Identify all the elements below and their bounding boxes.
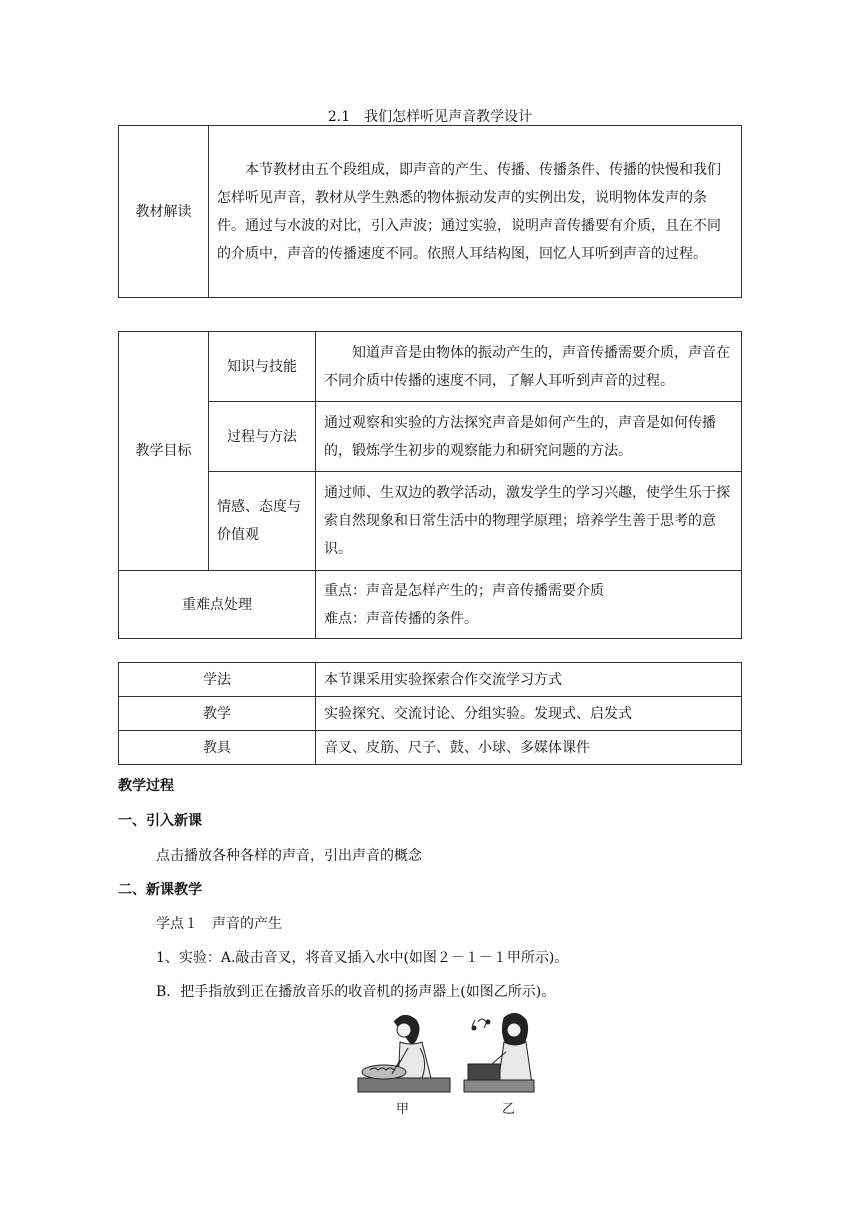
- teaching-goals-label: 教学目标: [119, 332, 209, 571]
- method-content-teaching: 实验探究、交流讨论、分组实验。发现式、启发式: [316, 697, 742, 731]
- textbook-analysis-content: 本节教材由五个段组成，即声音的产生、传播、传播条件、传播的快慢和我们怎样听见声音，教材从学生熟悉的物体振动发声的实例出发，说明物体发声的条件。通过与水波的对比，引入声波；通过实验，说明声音传播要有介质，且在不同的介质中，声音的传播速度不同。依照人耳结构图，回忆人耳听到声音的过程。: [209, 126, 742, 298]
- process-heading: 教学过程: [118, 778, 174, 794]
- caption-right: 乙: [502, 1102, 516, 1117]
- textbook-analysis-table: [118, 125, 742, 298]
- intro-text: 点击播放各种各样的声音，引出声音的概念: [156, 848, 422, 864]
- experiment-b: B．把手指放到正在播放音乐的收音机的扬声器上(如图乙所示)。: [156, 984, 556, 1000]
- tuning-fork-water-figure: [358, 1015, 450, 1092]
- caption-left: 甲: [396, 1102, 410, 1117]
- goal-content-attitude: 通过师、生双边的教学活动，激发学生的学习兴趣，使学生乐于探索自然现象和日常生活中的物理学原理；培养学生善于思考的意识。: [316, 472, 742, 571]
- section-heading-new-lesson: 二、新课教学: [118, 882, 202, 898]
- goal-label-knowledge: 知识与技能: [209, 332, 316, 402]
- experiment-drawing: [356, 1008, 536, 1098]
- goal-label-attitude: 情感、态度与价值观: [209, 472, 316, 571]
- section-heading-intro: 一、引入新课: [118, 813, 202, 829]
- experiment-illustration: [356, 1008, 536, 1118]
- focus-difficult-point: 难点：声音传播的条件。: [324, 610, 478, 627]
- goal-content-process: 通过观察和实验的方法探究声音是如何产生的，声音是如何传播的，锻炼学生初步的观察能力和研究问题的方法。: [316, 402, 742, 472]
- goal-label-process: 过程与方法: [209, 402, 316, 472]
- radio-speaker-figure: [464, 1013, 534, 1092]
- method-label-tools: 教具: [119, 731, 316, 765]
- method-label-teaching: 教学: [119, 697, 316, 731]
- document-title: 2.1 我们怎样听见声音教学设计: [327, 109, 533, 125]
- focus-key-point: 重点：声音是怎样产生的；声音传播需要介质: [324, 582, 604, 599]
- goal-content-knowledge: 知道声音是由物体的振动产生的，声音传播需要介质，声音在不同介质中传播的速度不同，了解人耳听到声音的过程。: [316, 332, 742, 402]
- textbook-analysis-label: 教材解读: [119, 126, 209, 298]
- learning-point-1: 学点１ 声音的产生: [156, 916, 282, 932]
- method-table: [118, 662, 742, 765]
- method-label-learning: 学法: [119, 663, 316, 697]
- teaching-goals-table: [118, 331, 742, 639]
- experiment-a: 1、实验：A.敲击音叉，将音叉插入水中(如图２－１－１甲所示)。: [156, 950, 569, 966]
- focus-label: 重难点处理: [119, 571, 316, 639]
- focus-content: [316, 571, 742, 639]
- method-content-tools: 音叉、皮筋、尺子、鼓、小球、多媒体课件: [316, 731, 742, 765]
- method-content-learning: 本节课采用实验探索合作交流学习方式: [316, 663, 742, 697]
